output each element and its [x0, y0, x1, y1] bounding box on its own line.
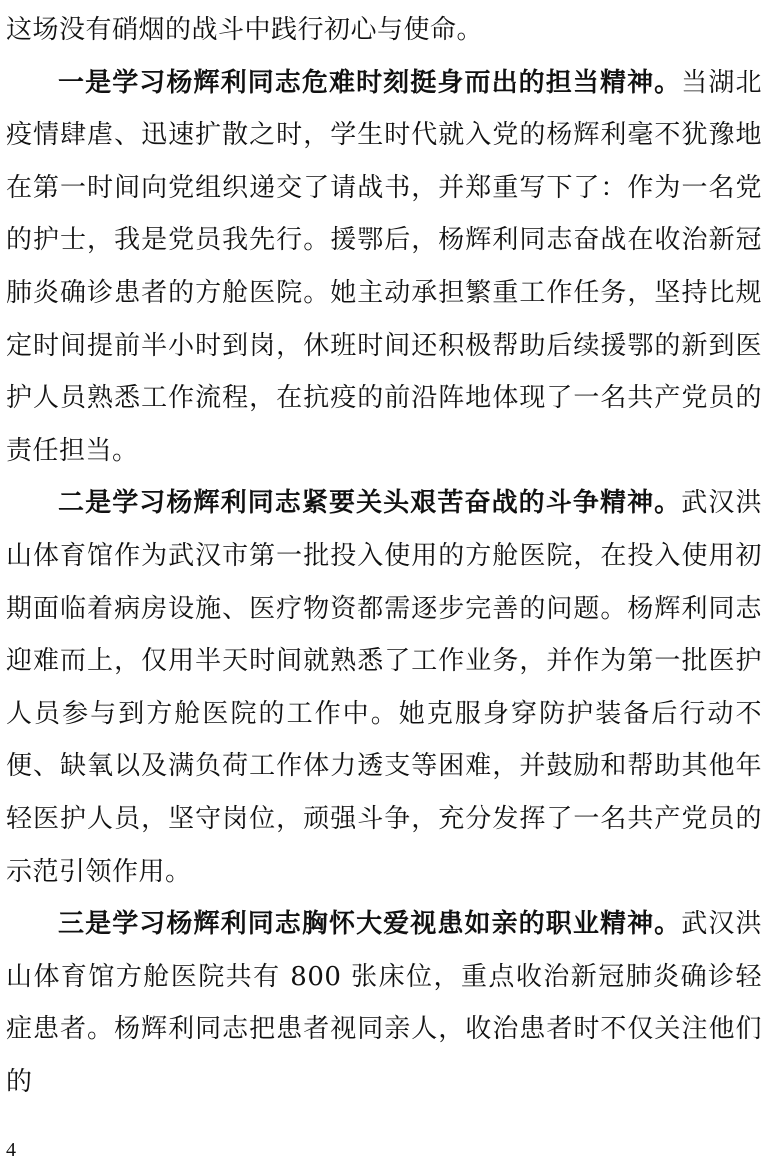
- paragraph-point-one: [6, 57, 762, 478]
- paragraph-point-three: [6, 898, 762, 1108]
- paragraph-text: 武汉洪山体育馆方舱医院共有 800 张床位，重点收治新冠肺炎确诊轻症患者。杨辉利同志把患者视同亲人，收治患者时不仅关注他们的: [6, 909, 762, 1097]
- paragraph-lead-heading: 一是学习杨辉利同志危难时刻挺身而出的担当精神。: [58, 67, 682, 98]
- paragraph-text: 当湖北疫情肆虐、迅速扩散之时，学生时代就入党的杨辉利毫不犹豫地在第一时间向党组织递交了请战书，并郑重写下了：作为一名党的护士，我是党员我先行。援鄂后，杨辉利同志奋战在收治新冠肺炎确诊患者的方舱医院。她主动承担繁重工作任务，坚持比规定时间提前半小时到岗，休班时间还积极帮助后续援鄂的新到医护人员熟悉工作流程，在抗疫的前沿阵地体现了一名共产党员的责任担当。: [6, 67, 762, 466]
- paragraph-lead-heading: 二是学习杨辉利同志紧要关头艰苦奋战的斗争精神。: [58, 488, 682, 519]
- paragraph-lead-heading: 三是学习杨辉利同志胸怀大爱视患如亲的职业精神。: [58, 909, 682, 940]
- paragraph-text: 武汉洪山体育馆作为武汉市第一批投入使用的方舱医院，在投入使用初期面临着病房设施、医疗物资都需逐步完善的问题。杨辉利同志迎难而上，仅用半天时间就熟悉了工作业务，并作为第一批医护人员参与到方舱医院的工作中。她克服身穿防护装备后行动不便、缺氧以及满负荷工作体力透支等困难，并鼓励和帮助其他年轻医护人员，坚守岗位，顽强斗争，充分发挥了一名共产党员的示范引领作用。: [6, 488, 762, 887]
- page-number: 4: [6, 1139, 16, 1161]
- paragraph-continuation: [6, 4, 762, 57]
- paragraph-text: 这场没有硝烟的战斗中践行初心与使命。: [6, 15, 484, 45]
- paragraph-point-two: [6, 477, 762, 898]
